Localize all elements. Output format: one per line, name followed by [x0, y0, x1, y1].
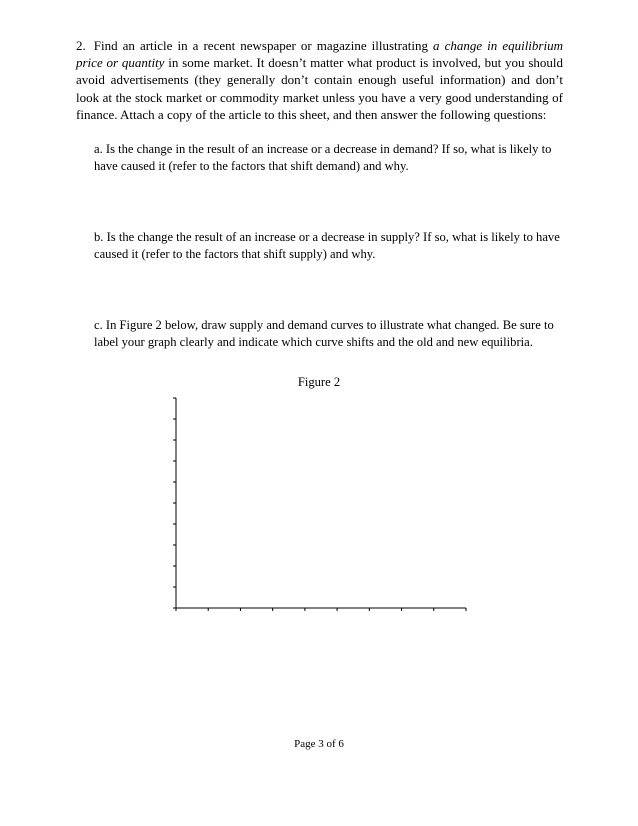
- page-number: Page 3 of 6: [294, 738, 344, 750]
- question-text-end: in some market. It doesn’t matter what product is involved, but you should avoid advertisements (they generally don’t contain enough useful information) and don’t look at the stock market or commodity market unless you have a very good understanding of finance. Attach a copy of the article to this sheet, and then answer the following questions:: [76, 55, 563, 122]
- question-part-a: a. Is the change in the result of an increase or a decrease in demand? If so, what is likely to have caused it (refer to the factors that shift demand) and why.: [94, 142, 552, 173]
- question-number: 2.: [76, 38, 86, 53]
- question-part-b: b. Is the change the result of an increase or a decrease in supply? If so, what is likely to have caused it (refer to the factors that shift supply) and why.: [94, 230, 560, 261]
- figure-title: Figure 2: [297, 375, 341, 389]
- question-part-c: c. In Figure 2 below, draw supply and demand curves to illustrate what changed. Be sure to label your graph clearly and indicate which curve shifts and the old and new equilibria.: [94, 318, 554, 349]
- question-emphasis: a change in equilibrium price or quantity: [76, 38, 563, 71]
- question-text-start: Find an article in a recent newspaper or magazine illustrating: [93, 38, 434, 53]
